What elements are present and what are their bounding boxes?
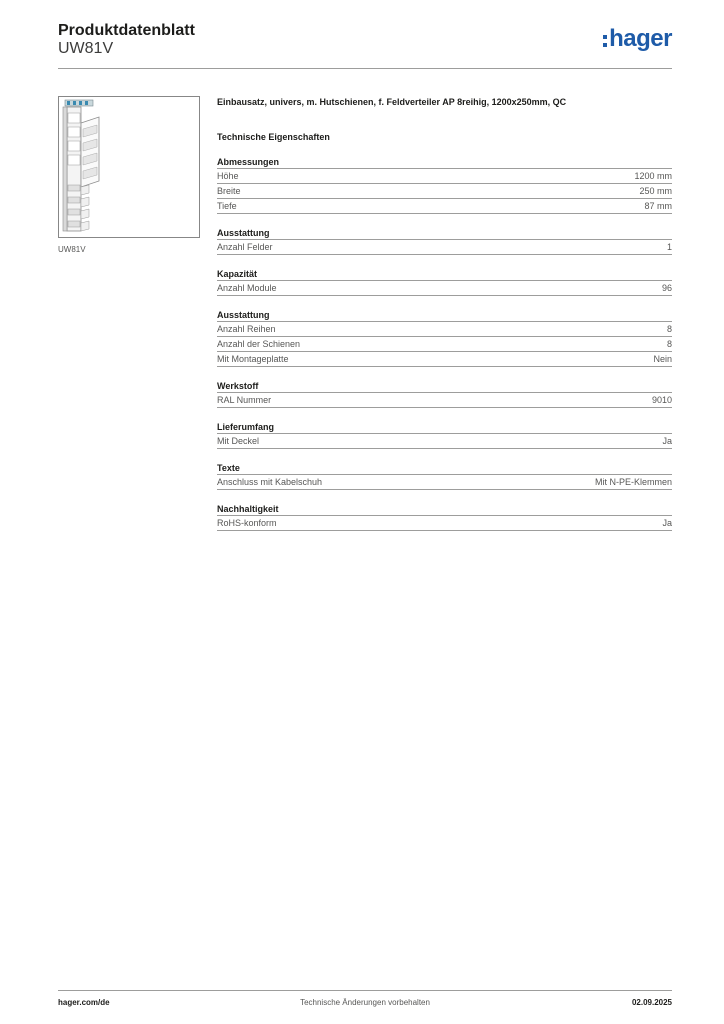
spec-group bbox=[217, 503, 672, 531]
spec-row bbox=[217, 337, 672, 352]
spec-value: Nein bbox=[653, 354, 672, 364]
spec-value: 96 bbox=[661, 283, 672, 293]
spec-row bbox=[217, 169, 672, 184]
spec-group-title: Ausstattung bbox=[217, 309, 672, 322]
spec-row bbox=[217, 393, 672, 408]
spec-groups bbox=[217, 156, 672, 531]
spec-label: Tiefe bbox=[217, 201, 237, 211]
spec-row bbox=[217, 281, 672, 296]
product-code: UW81V bbox=[58, 40, 114, 57]
spec-label: Mit Deckel bbox=[217, 436, 260, 446]
spec-group-title: Kapazität bbox=[217, 268, 672, 281]
spec-label: RAL Nummer bbox=[217, 395, 272, 405]
spec-value: 1200 mm bbox=[634, 171, 672, 181]
distribution-board-icon bbox=[59, 97, 199, 237]
spec-group bbox=[217, 309, 672, 367]
spec-row bbox=[217, 475, 672, 490]
product-description: Einbausatz, univers, m. Hutschienen, f. Feldverteiler AP 8reihig, 1200x250mm, QC bbox=[217, 97, 567, 107]
spec-label: Anzahl Felder bbox=[217, 242, 273, 252]
spec-row bbox=[217, 199, 672, 214]
spec-value: 1 bbox=[666, 242, 672, 252]
footer-divider bbox=[58, 990, 672, 991]
spec-label: Anzahl der Schienen bbox=[217, 339, 301, 349]
spec-label: Anzahl Reihen bbox=[217, 324, 276, 334]
header-divider bbox=[58, 68, 672, 69]
spec-group bbox=[217, 227, 672, 255]
logo-text: hager bbox=[609, 25, 672, 52]
spec-group bbox=[217, 156, 672, 214]
spec-row bbox=[217, 322, 672, 337]
spec-value: 87 mm bbox=[644, 201, 672, 211]
spec-label: RoHS-konform bbox=[217, 518, 277, 528]
image-caption: UW81V bbox=[58, 245, 86, 254]
spec-group bbox=[217, 421, 672, 449]
spec-group-title: Werkstoff bbox=[217, 380, 672, 393]
spec-row bbox=[217, 434, 672, 449]
spec-value: 8 bbox=[666, 324, 672, 334]
spec-row bbox=[217, 516, 672, 531]
spec-group-title: Nachhaltigkeit bbox=[217, 503, 672, 516]
spec-group-title: Lieferumfang bbox=[217, 421, 672, 434]
document-date: 02.09.2025 bbox=[631, 998, 672, 1007]
spec-label: Anschluss mit Kabelschuh bbox=[217, 477, 323, 487]
product-specifications bbox=[217, 96, 672, 531]
spec-value: 250 mm bbox=[639, 186, 672, 196]
spec-group bbox=[217, 380, 672, 408]
spec-group-title: Texte bbox=[217, 462, 672, 475]
spec-group bbox=[217, 462, 672, 490]
spec-group-title: Ausstattung bbox=[217, 227, 672, 240]
spec-value: Ja bbox=[662, 518, 672, 528]
page-footer bbox=[58, 998, 672, 1010]
spec-label: Breite bbox=[217, 186, 241, 196]
spec-row bbox=[217, 240, 672, 255]
spec-value: 8 bbox=[666, 339, 672, 349]
spec-value: Ja bbox=[662, 436, 672, 446]
logo-dots-icon bbox=[603, 35, 607, 47]
spec-group bbox=[217, 268, 672, 296]
spec-row bbox=[217, 184, 672, 199]
spec-label: Mit Montageplatte bbox=[217, 354, 289, 364]
section-heading: Technische Eigenschaften bbox=[217, 132, 330, 142]
spec-value: Mit N-PE-Klemmen bbox=[594, 477, 672, 487]
page-header bbox=[58, 20, 672, 68]
product-image bbox=[58, 96, 200, 238]
spec-group-title: Abmessungen bbox=[217, 156, 672, 169]
disclaimer: Technische Änderungen vorbehalten bbox=[300, 998, 430, 1007]
spec-label: Höhe bbox=[217, 171, 239, 181]
document-title: Produktdatenblatt bbox=[58, 22, 195, 39]
spec-row bbox=[217, 352, 672, 367]
website-link[interactable]: hager.com/de bbox=[58, 998, 110, 1007]
spec-label: Anzahl Module bbox=[217, 283, 277, 293]
spec-value: 9010 bbox=[651, 395, 672, 405]
hager-logo[interactable] bbox=[592, 24, 672, 54]
